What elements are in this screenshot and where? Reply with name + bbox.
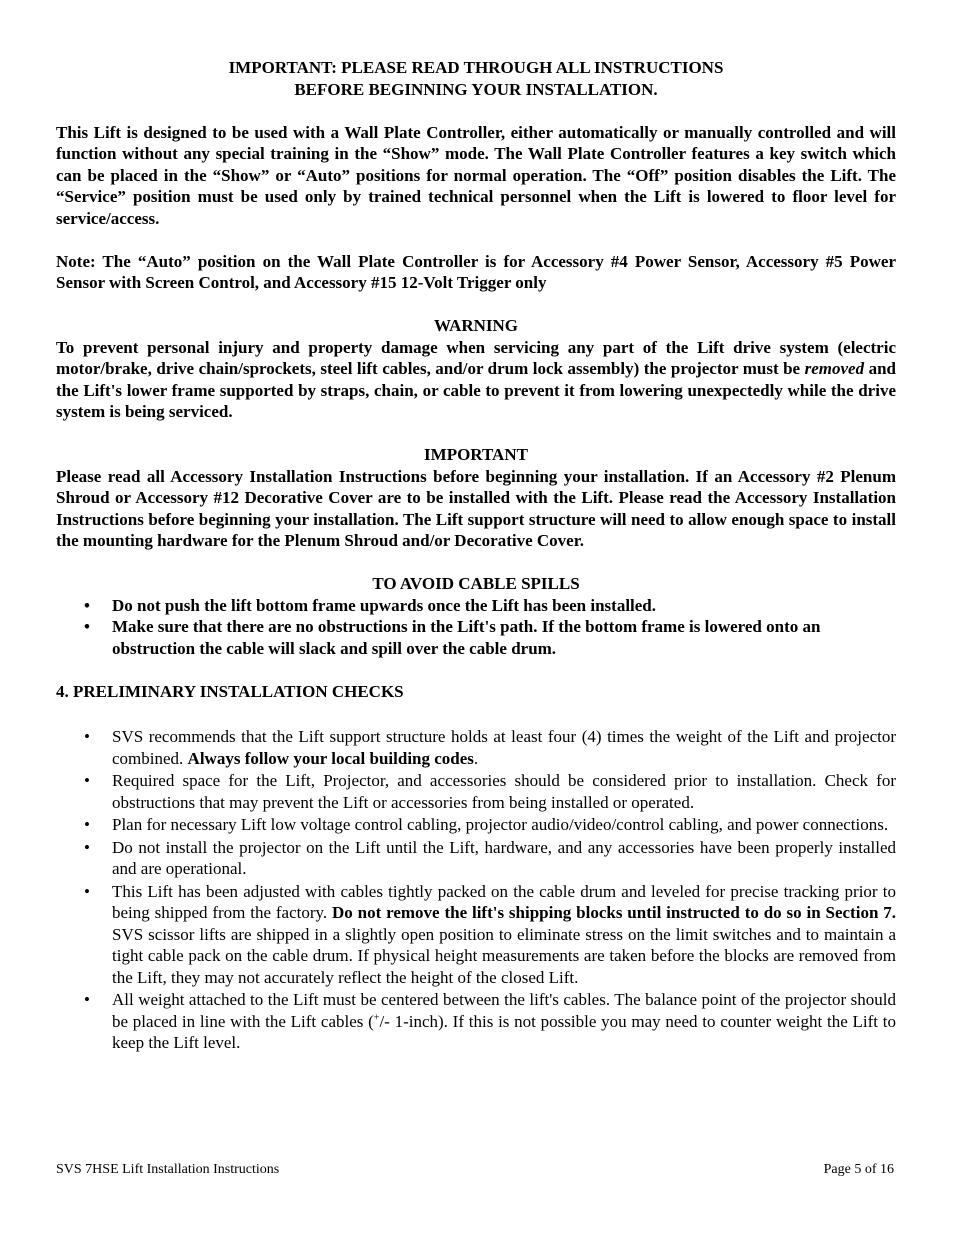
list-item: • Do not install the projector on the Lift until the Lift, hardware, and any accessories have been properly installed and are operational. — [84, 837, 896, 878]
list-item: • Required space for the Lift, Projector, and accessories should be considered prior to installation. Check for obstructions that may prevent the Lift or accessories from being installed or operated. — [84, 771, 896, 812]
warning-title: WARNING — [433, 316, 519, 335]
list-item: • This Lift has been adjusted with cables tightly packed on the cable drum and leveled for precise tracking prior to being shipped from the factory. Do not remove the lift's shipping blocks until instructed to do so in Section 7. SVS scissor lifts are shipped in a slightly open position to eliminate stress on the limit switches and to maintain a tight cable pack on the cable drum. If physical height measurements are taken before the blocks are removed from the Lift, they may not accurately reflect the height of the closed Lift. — [84, 881, 897, 987]
bullet: • — [84, 727, 90, 746]
bullet: • — [84, 881, 90, 901]
important-paragraph: Please read all Accessory Installation Instructions before beginning your installation. If an Accessory #2 Plenum Shroud or Accessory #12 Decorative Cover are to be installed with the Lift. Please read the Accessory Installation Instructions before beginning your installation. The Lift support structure will need to allow enough space to install the mounting hardware for the Plenum Shroud and/or Decorative Cover. — [56, 466, 896, 550]
bullet: • — [84, 771, 90, 790]
bullet: • — [84, 837, 90, 857]
note-paragraph: Note: The “Auto” position on the Wall Plate Controller is for Accessory #4 Power Sensor, Accessory #5 Power Sensor with Screen Control, and Accessory #15 12-Volt Trigger only — [56, 251, 896, 292]
intro-paragraph: This Lift is designed to be used with a Wall Plate Controller, either automatically or manually controlled and will function without any special training in the “Show” mode. The Wall Plate Controller features a key switch which can be placed in the “Show” or “Auto” positions for normal operation. The “Off” position disables the Lift. The “Service” position must be used only by trained technical personnel when the Lift is lowered to floor level for service/access. — [56, 122, 896, 228]
bullet: • — [84, 815, 90, 834]
bullet: • — [84, 617, 90, 636]
cable-spills-list — [56, 595, 896, 660]
bullet: • — [84, 595, 90, 615]
footer-document-title: SVS 7HSE Lift Installation Instructions — [56, 1162, 280, 1177]
warning-paragraph: To prevent personal injury and property damage when servicing any part of the Lift drive system (electric motor/brake, drive chain/sprockets, steel lift cables, and/or drum lock assembly) the projector must be removed and the Lift's lower frame supported by straps, chain, or cable to prevent it from lowering unexpectedly while the drive system is being serviced. — [56, 337, 896, 421]
list-item: • Make sure that there are no obstructions in the Lift's path. If the bottom frame is lowered onto an obstruction the cable will slack and spill over the cable drum. — [84, 617, 821, 658]
footer-page-number: Page 5 of 16 — [823, 1162, 894, 1177]
header-line-2: BEFORE BEGINNING YOUR INSTALLATION. — [294, 79, 658, 99]
important-title: IMPORTANT — [424, 445, 528, 464]
cable-spills-title: TO AVOID CABLE SPILLS — [372, 574, 580, 593]
emphasis-removed: removed — [804, 359, 865, 378]
list-item: • Plan for necessary Lift low voltage control cabling, projector audio/video/control cabling, and power connections. — [84, 815, 889, 834]
list-item: • All weight attached to the Lift must be centered between the lift's cables. The balance point of the projector should be placed in line with the Lift cables (+/- 1-inch). If this is not possible you may need to counter weight the Lift to keep the Lift level. — [84, 990, 896, 1052]
header-line-1: IMPORTANT: PLEASE READ THROUGH ALL INSTRUCTIONS — [228, 58, 724, 77]
list-item: • SVS recommends that the Lift support structure holds at least four (4) times the weight of the Lift and projector combined. Always follow your local building codes. — [84, 727, 896, 768]
bullet: • — [84, 990, 90, 1009]
list-item: • Do not push the lift bottom frame upwards once the Lift has been installed. — [84, 595, 657, 615]
document-page — [56, 57, 896, 1054]
section-4-title: 4. PRELIMINARY INSTALLATION CHECKS — [56, 681, 404, 701]
preliminary-checks-list — [56, 726, 896, 1054]
